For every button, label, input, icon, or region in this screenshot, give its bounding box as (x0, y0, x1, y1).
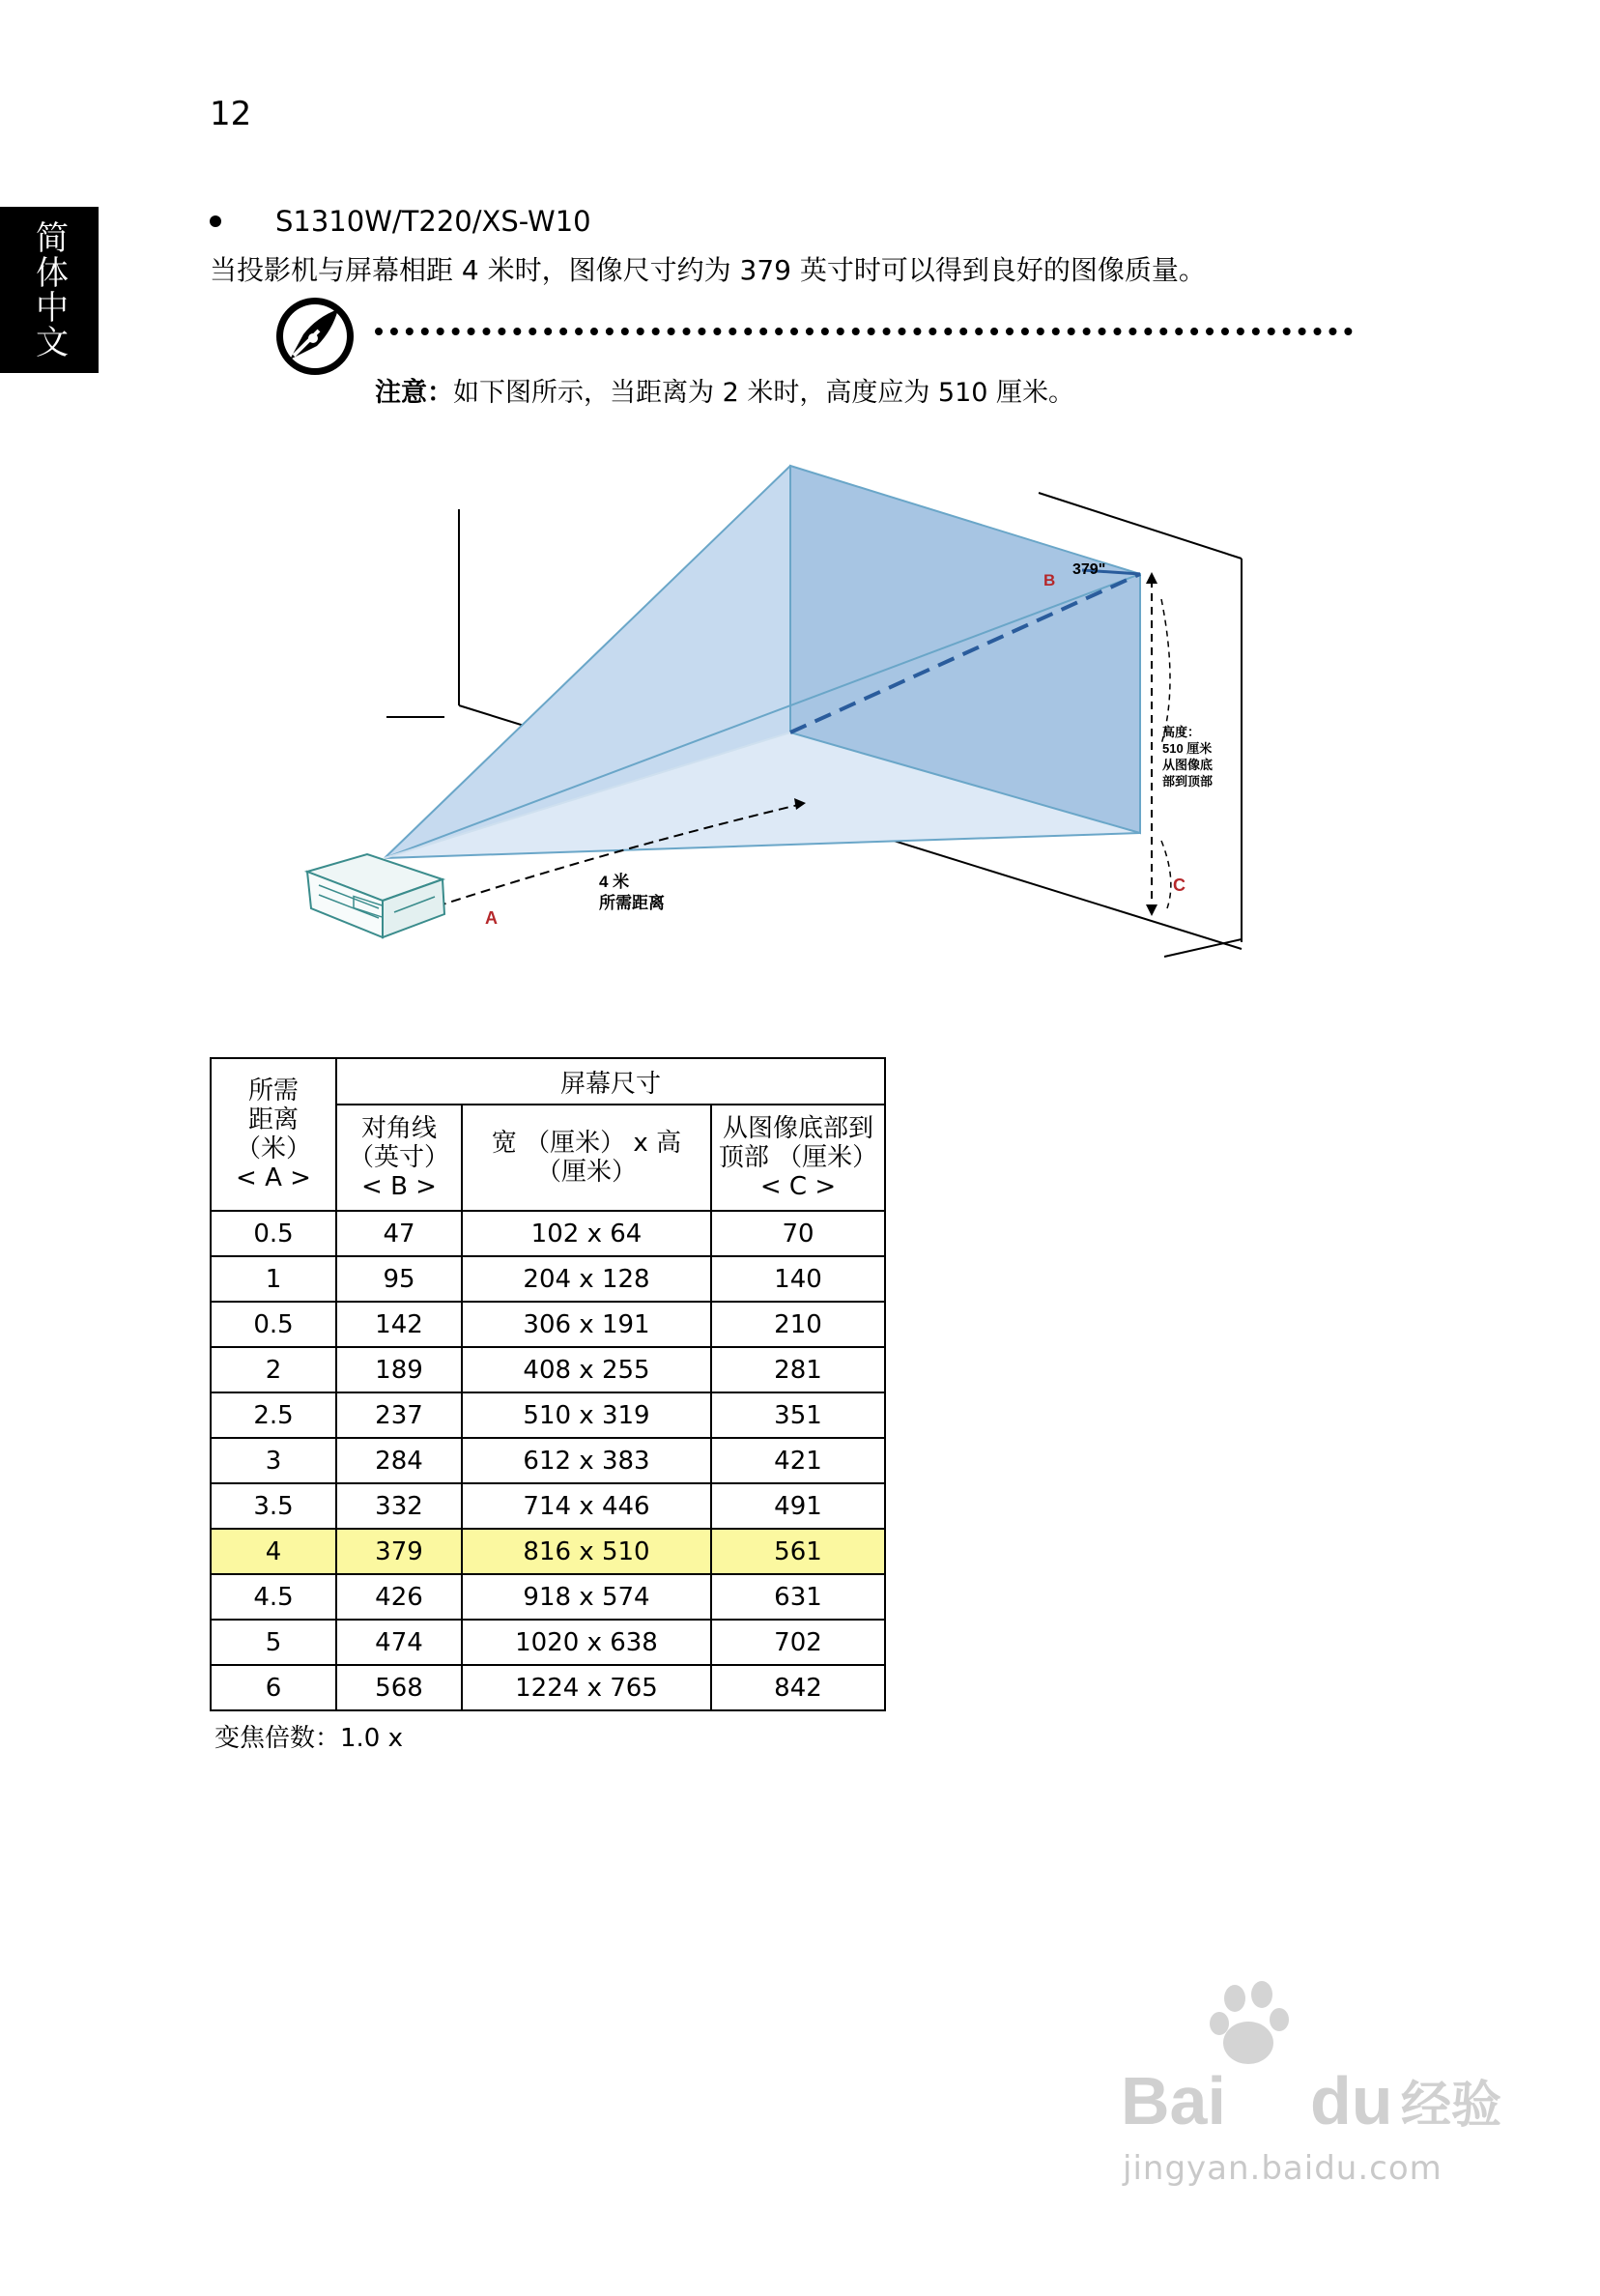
table-cell: 702 (711, 1620, 885, 1665)
language-tab (0, 207, 99, 373)
header-diagonal-line: < B > (361, 1172, 437, 1201)
watermark-url: jingyan.baidu.com (1123, 2149, 1443, 2188)
language-tab-label: 简体中文 (29, 220, 69, 359)
table-cell: 237 (336, 1392, 462, 1438)
table-cell: 351 (711, 1392, 885, 1438)
table-cell: 426 (336, 1574, 462, 1620)
table-cell: 631 (711, 1574, 885, 1620)
height-line-2: 510 厘米 (1162, 741, 1213, 756)
table-row (211, 1483, 885, 1529)
height-line-1: 高度： (1162, 725, 1201, 739)
diagram-label-c: C (1173, 875, 1186, 895)
diagram-label-a: A (485, 908, 498, 928)
table-cell: 474 (336, 1620, 462, 1665)
table-row (211, 1620, 885, 1665)
table-cell: 612 x 383 (462, 1438, 711, 1483)
svg-text:经验: 经验 (1401, 2077, 1502, 2135)
table-row (211, 1574, 885, 1620)
svg-text:du: du (1310, 2063, 1393, 2138)
table-row (211, 1211, 885, 1256)
table-cell: 189 (336, 1347, 462, 1392)
table-cell: 1020 x 638 (462, 1620, 711, 1665)
table-cell: 6 (211, 1665, 336, 1710)
model-name: S1310W/T220/XS-W10 (275, 205, 591, 238)
table-cell: 491 (711, 1483, 885, 1529)
intro-paragraph: 当投影机与屏幕相距 4 米时，图像尺寸约为 379 英寸时可以得到良好的图像质量。 (210, 254, 1206, 286)
header-screen-size: 屏幕尺寸 (336, 1058, 885, 1105)
zoom-ratio-note: 变焦倍数：1.0 x (214, 1724, 404, 1753)
projection-diagram (290, 454, 1256, 999)
table-cell: 5 (211, 1620, 336, 1665)
note-pen-icon (274, 296, 356, 381)
table-cell: 1 (211, 1256, 336, 1302)
diagram-size-label: 379" (1072, 561, 1106, 578)
table-cell: 918 x 574 (462, 1574, 711, 1620)
model-heading (210, 205, 591, 238)
header-wh-line: 宽 （厘米） x 高 (491, 1129, 682, 1158)
table-cell: 2.5 (211, 1392, 336, 1438)
header-width-height (462, 1105, 711, 1211)
table-cell: 408 x 255 (462, 1347, 711, 1392)
table-cell: 95 (336, 1256, 462, 1302)
header-c-line: < C > (759, 1172, 837, 1201)
svg-text:Bai: Bai (1121, 2063, 1226, 2138)
table-cell: 306 x 191 (462, 1302, 711, 1347)
table-cell: 140 (711, 1256, 885, 1302)
table-cell: 816 x 510 (462, 1529, 711, 1574)
table-cell: 210 (711, 1302, 885, 1347)
table-cell: 1224 x 765 (462, 1665, 711, 1710)
distance-line-1: 4 米 (599, 873, 630, 891)
table-cell: 281 (711, 1347, 885, 1392)
projector-icon (307, 854, 444, 937)
table-cell: 561 (711, 1529, 885, 1574)
table-row (211, 1438, 885, 1483)
table-row (211, 1347, 885, 1392)
note-label: 注意： (375, 378, 453, 408)
header-diagonal (336, 1105, 462, 1211)
table-cell: 4 (211, 1529, 336, 1574)
table-cell: 70 (711, 1211, 885, 1256)
table-cell: 102 x 64 (462, 1211, 711, 1256)
table-cell: 204 x 128 (462, 1256, 711, 1302)
table-cell: 568 (336, 1665, 462, 1710)
table-cell: 510 x 319 (462, 1392, 711, 1438)
table-cell: 4.5 (211, 1574, 336, 1620)
table-cell: 421 (711, 1438, 885, 1483)
table-cell: 714 x 446 (462, 1483, 711, 1529)
table-cell: 842 (711, 1665, 885, 1710)
note-body: 如下图所示，当距离为 2 米时，高度应为 510 厘米。 (453, 378, 1075, 408)
table-row (211, 1665, 885, 1710)
baidu-watermark-logo (1121, 1979, 1502, 2147)
note-divider (375, 328, 1353, 335)
table-cell: 0.5 (211, 1302, 336, 1347)
table-cell: 379 (336, 1529, 462, 1574)
height-line-3: 从图像底 (1162, 758, 1214, 772)
table-cell: 2 (211, 1347, 336, 1392)
header-distance-line: （米） (235, 1134, 311, 1163)
note-text (375, 371, 1074, 409)
header-diagonal-line: 对角线 (360, 1114, 437, 1143)
bullet-icon (210, 215, 221, 227)
table-cell: 332 (336, 1483, 462, 1529)
throw-distance-table (210, 1057, 886, 1711)
header-c-line: 顶部 （厘米） (718, 1143, 878, 1172)
height-line-4: 部到顶部 (1162, 774, 1214, 789)
header-distance-line: 所需 (247, 1076, 299, 1105)
table-cell: 3 (211, 1438, 336, 1483)
table-cell: 3.5 (211, 1483, 336, 1529)
table-cell: 0.5 (211, 1211, 336, 1256)
diagram-label-b: B (1043, 571, 1056, 589)
table-row (211, 1392, 885, 1438)
table-cell: 142 (336, 1302, 462, 1347)
page-number: 12 (210, 95, 252, 133)
header-wh-line: （厘米） (535, 1158, 637, 1187)
table-row (211, 1256, 885, 1302)
header-distance-line: 距离 (247, 1105, 299, 1134)
header-distance (211, 1058, 336, 1211)
header-distance-line: < A > (236, 1163, 311, 1192)
table-cell: 284 (336, 1438, 462, 1483)
header-bottom-to-top (711, 1105, 885, 1211)
table-cell: 47 (336, 1211, 462, 1256)
header-c-line: 从图像底部到 (722, 1114, 873, 1143)
table-row (211, 1529, 885, 1574)
header-diagonal-line: （英寸） (348, 1143, 449, 1172)
table-row (211, 1302, 885, 1347)
distance-line-2: 所需距离 (599, 894, 665, 912)
